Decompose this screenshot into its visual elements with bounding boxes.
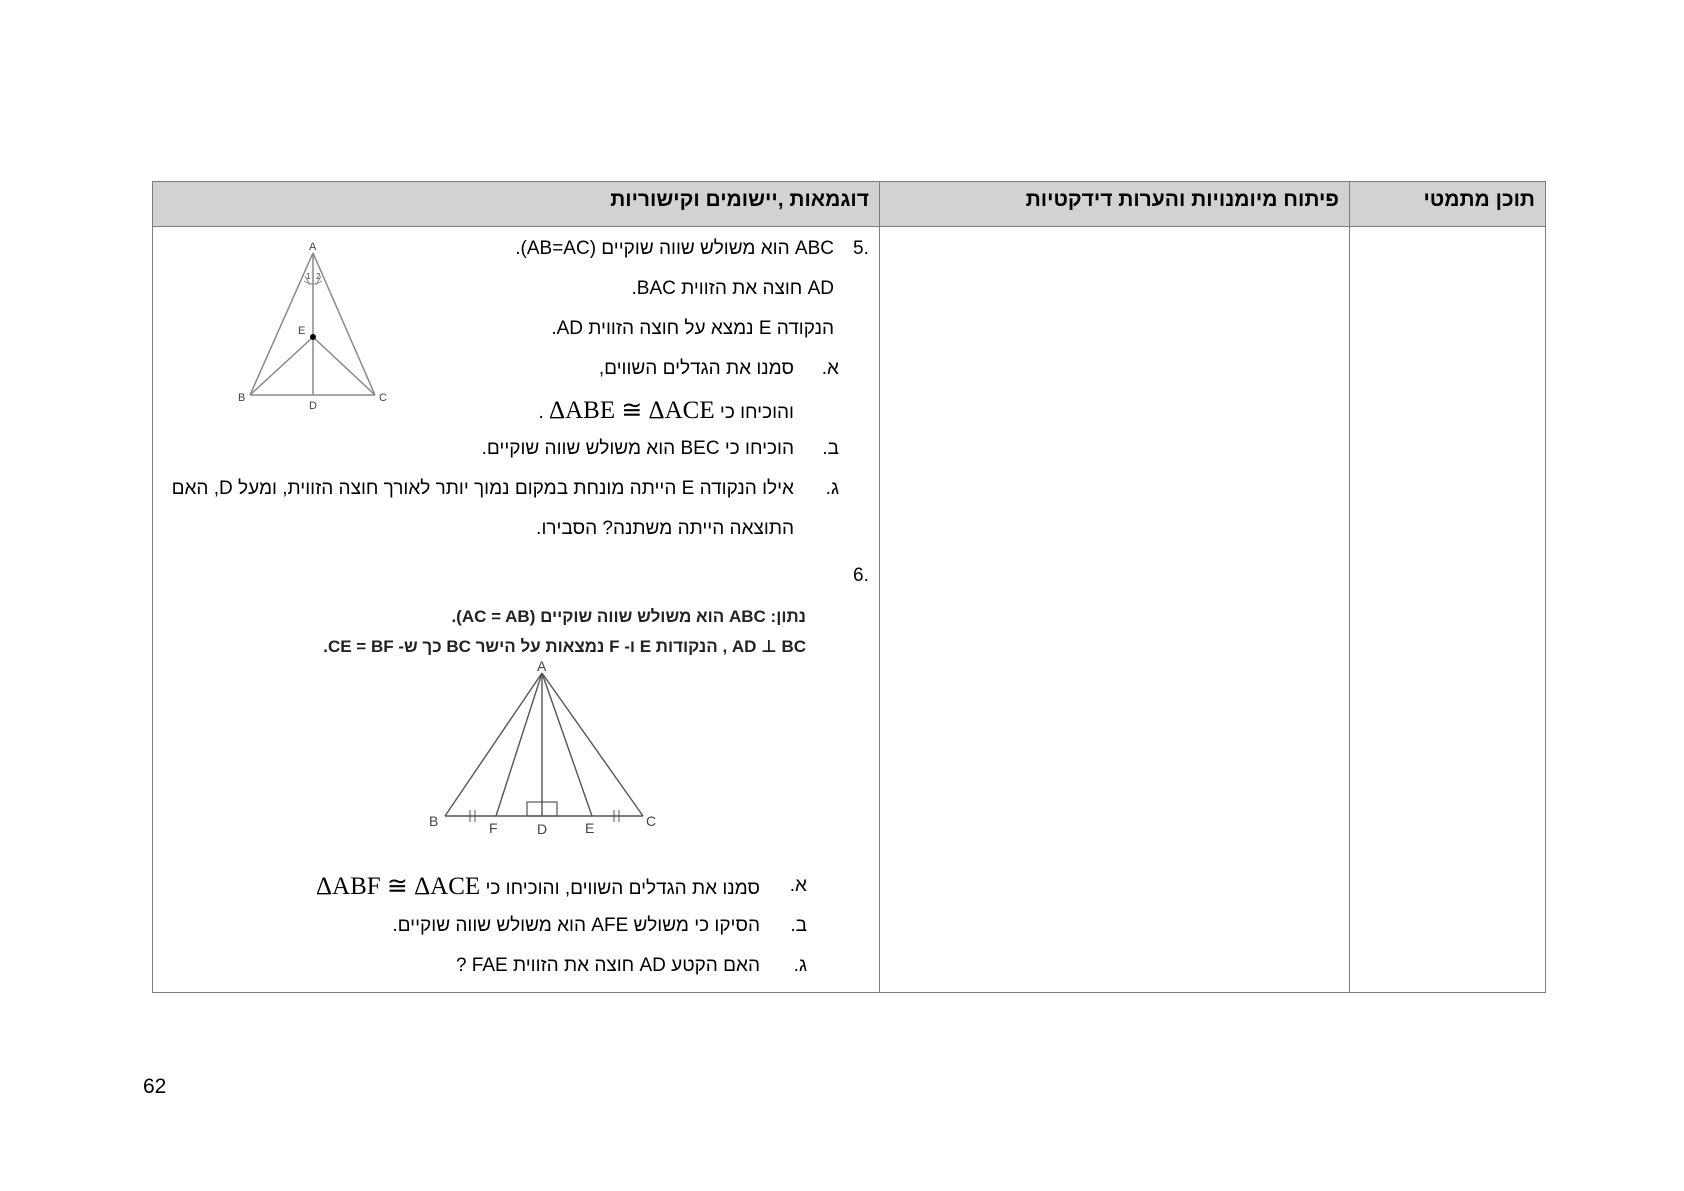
math-content-cell	[1350, 227, 1546, 993]
ex5-side-ac	[313, 253, 375, 395]
ex5-label-c: C	[379, 392, 387, 404]
ex5-label-d: D	[309, 400, 317, 409]
ex6-b-text: הסיקו כי משולש AFE הוא משולש שווה שוקיים.	[392, 915, 760, 936]
ex5-b-label: ב.	[822, 438, 839, 459]
ex5-c-text2: התוצאה הייתה משתנה? הסבירו.	[536, 518, 794, 539]
ex6-given-2: AD ⊥ BC , הנקודות E ו- F נמצאות על הישר BC כך ש- CE = BF.	[323, 637, 806, 656]
ex6-label-e: E	[585, 820, 595, 836]
ex6-label-c: C	[646, 813, 657, 829]
ex5-c-text: אילו הנקודה E הייתה מונחת במקום נמוך יותר לאורך חוצה הזווית, ומעל D, האם	[171, 478, 794, 499]
header-skills: פיתוח מיומנויות והערות דידקטיות	[880, 182, 1350, 227]
ex5-line-2: AD חוצה את הזווית BAC.	[631, 278, 834, 299]
ex5-segment-be	[250, 337, 313, 395]
ex5-b-text: הוכיחו כי BEC הוא משולש שווה שוקיים.	[481, 438, 794, 459]
ex5-c-label: ג.	[825, 478, 839, 499]
header-math-content: תוכן מתמטי	[1350, 182, 1546, 227]
ex5-a-congruence: ΔABE ≅ ΔACE	[549, 397, 715, 424]
ex5-label-a: A	[309, 241, 317, 253]
ex6-number: 6.	[853, 565, 869, 586]
ex6-a-proof	[316, 871, 760, 901]
ex5-label-b: B	[238, 392, 246, 404]
ex6-triangle-figure	[418, 661, 658, 841]
ex6-label-f: F	[489, 820, 498, 836]
ex6-c-label: ג.	[793, 955, 807, 976]
header-row	[153, 182, 1546, 227]
ex6-given-1: נתון: ABC הוא משולש שווה שוקיים (AC = AB).	[451, 607, 806, 626]
content-row	[153, 227, 1546, 993]
ex6-label-b: B	[429, 813, 439, 829]
ex6-side-ab	[445, 673, 542, 816]
ex6-b-label: ב.	[790, 915, 807, 936]
header-examples: דוגמאות ,יישומים וקישוריות	[153, 182, 880, 227]
ex6-side-ac	[542, 673, 643, 816]
ex6-label-a: A	[537, 661, 547, 674]
ex6-segment-af	[496, 673, 542, 816]
ex5-a-text2: והוכיחו כי	[719, 402, 794, 423]
examples-cell	[153, 227, 880, 993]
ex6-a-label: א.	[789, 875, 807, 896]
page-number: 62	[143, 1075, 167, 1098]
ex5-number: 5.	[853, 238, 869, 259]
ex5-line-1: ABC הוא משולש שווה שוקיים (AB=AC).	[515, 238, 834, 259]
ex5-point-e	[310, 334, 316, 340]
ex6-c-text: האם הקטע AD חוצה את הזווית FAE ?	[455, 955, 760, 976]
ex6-segment-ae	[542, 673, 592, 816]
ex5-a-period: .	[538, 402, 544, 423]
ex5-a-text: סמנו את הגדלים השווים,	[598, 358, 794, 379]
skills-cell	[880, 227, 1350, 993]
ex6-label-d: D	[537, 821, 548, 837]
ex6-a-text: סמנו את הגדלים השווים, והוכיחו כי	[485, 878, 760, 899]
ex5-a-proof	[538, 395, 794, 425]
ex5-side-ab	[250, 253, 313, 395]
ex5-angle-label-2: 2	[316, 272, 321, 281]
ex5-segment-ce	[313, 337, 375, 395]
ex5-triangle-figure	[228, 239, 388, 409]
ex6-a-congruence: ΔABF ≅ ΔACE	[315, 873, 481, 900]
ex5-angle-label-1: 1	[306, 272, 311, 281]
ex5-label-e: E	[298, 325, 306, 337]
ex5-a-label: א.	[821, 358, 839, 379]
curriculum-table	[152, 181, 1546, 993]
ex5-line-3: הנקודה E נמצא על חוצה הזווית AD.	[551, 318, 834, 339]
